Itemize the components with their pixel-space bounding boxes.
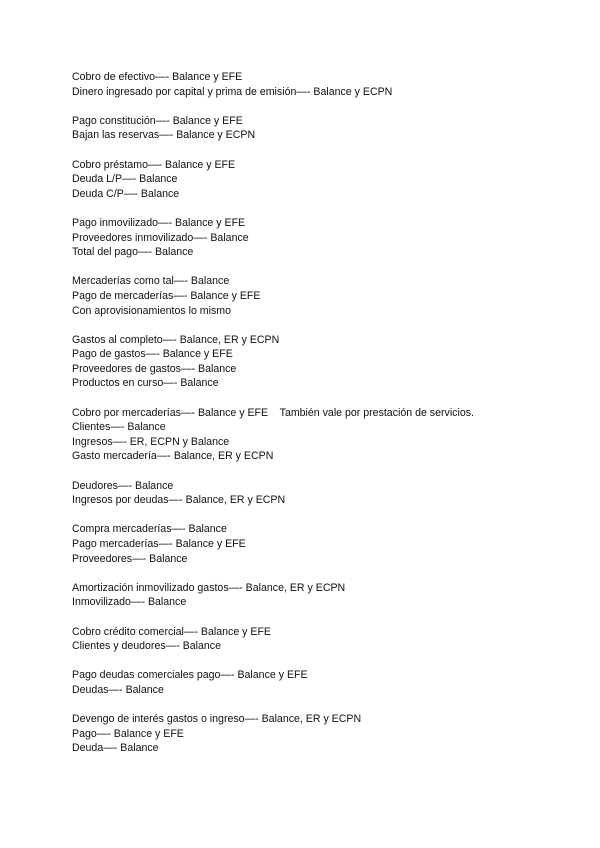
- entry-group: [72, 70, 572, 99]
- text-line: Compra mercaderías—- Balance: [72, 523, 227, 536]
- document-page: [72, 70, 572, 771]
- text-line: Ingresos—- ER, ECPN y Balance: [72, 435, 230, 448]
- text-line: Inmovilizado—- Balance: [72, 596, 187, 609]
- text-line: Proveedores de gastos—- Balance: [72, 362, 237, 375]
- text-line: Gasto mercadería—- Balance, ER y ECPN: [72, 450, 274, 463]
- text-line: Cobro por mercaderías—- Balance y EFE También vale por prestación de servicios.: [72, 406, 474, 419]
- text-line: Dinero ingresado por capital y prima de emisión—- Balance y ECPN: [72, 85, 393, 98]
- text-line: Ingresos por deudas—- Balance, ER y ECPN: [72, 494, 286, 507]
- text-line: Pago—- Balance y EFE: [72, 727, 184, 740]
- text-line: Pago deudas comerciales pago—- Balance y EFE: [72, 669, 308, 682]
- text-line: Pago constitución—- Balance y EFE: [72, 114, 243, 127]
- text-line: Bajan las reservas—- Balance y ECPN: [72, 129, 256, 142]
- entry-group: [72, 712, 572, 756]
- entry-group: [72, 406, 572, 464]
- entry-group: [72, 114, 572, 143]
- text-line: Clientes y deudores—- Balance: [72, 640, 221, 653]
- entry-group: [72, 479, 572, 508]
- text-line: Proveedores—- Balance: [72, 552, 188, 565]
- text-line: Deuda C/P—- Balance: [72, 187, 180, 200]
- text-line: Gastos al completo—- Balance, ER y ECPN: [72, 333, 280, 346]
- text-line: Cobro de efectivo—- Balance y EFE: [72, 71, 243, 83]
- entry-group: [72, 333, 572, 391]
- text-line: Proveedores inmovilizado—- Balance: [72, 231, 249, 244]
- entry-group: [72, 158, 572, 202]
- entry-group: [72, 216, 572, 260]
- text-line: Pago de mercaderías—- Balance y EFE: [72, 289, 261, 302]
- entry-group: [72, 274, 572, 318]
- text-line: Deuda—- Balance: [72, 742, 159, 755]
- entry-group: [72, 522, 572, 566]
- entry-group: [72, 581, 572, 610]
- text-line: Pago inmovilizado—- Balance y EFE: [72, 216, 246, 229]
- text-line: Deudores—- Balance: [72, 479, 174, 492]
- entry-group: [72, 668, 572, 697]
- text-line: Cobro crédito comercial—- Balance y EFE: [72, 625, 272, 638]
- text-line: Cobro préstamo—- Balance y EFE: [72, 158, 236, 171]
- text-line: Mercaderías como tal—- Balance: [72, 275, 230, 288]
- text-line: Total del pago—- Balance: [72, 246, 194, 259]
- text-line: Deudas—- Balance: [72, 683, 164, 696]
- text-line: Devengo de interés gastos o ingreso—- Balance, ER y ECPN: [72, 713, 362, 726]
- text-line: Amortización inmovilizado gastos—- Balance, ER y ECPN: [72, 581, 346, 594]
- text-line: Pago de gastos—- Balance y EFE: [72, 348, 233, 361]
- text-line: Productos en curso—- Balance: [72, 377, 219, 390]
- text-line: Con aprovisionamientos lo mismo: [72, 304, 231, 317]
- entry-group: [72, 625, 572, 654]
- text-line: Deuda L/P—- Balance: [72, 173, 178, 186]
- text-line: Pago mercaderías—- Balance y EFE: [72, 538, 246, 550]
- text-line: Clientes—- Balance: [72, 421, 166, 434]
